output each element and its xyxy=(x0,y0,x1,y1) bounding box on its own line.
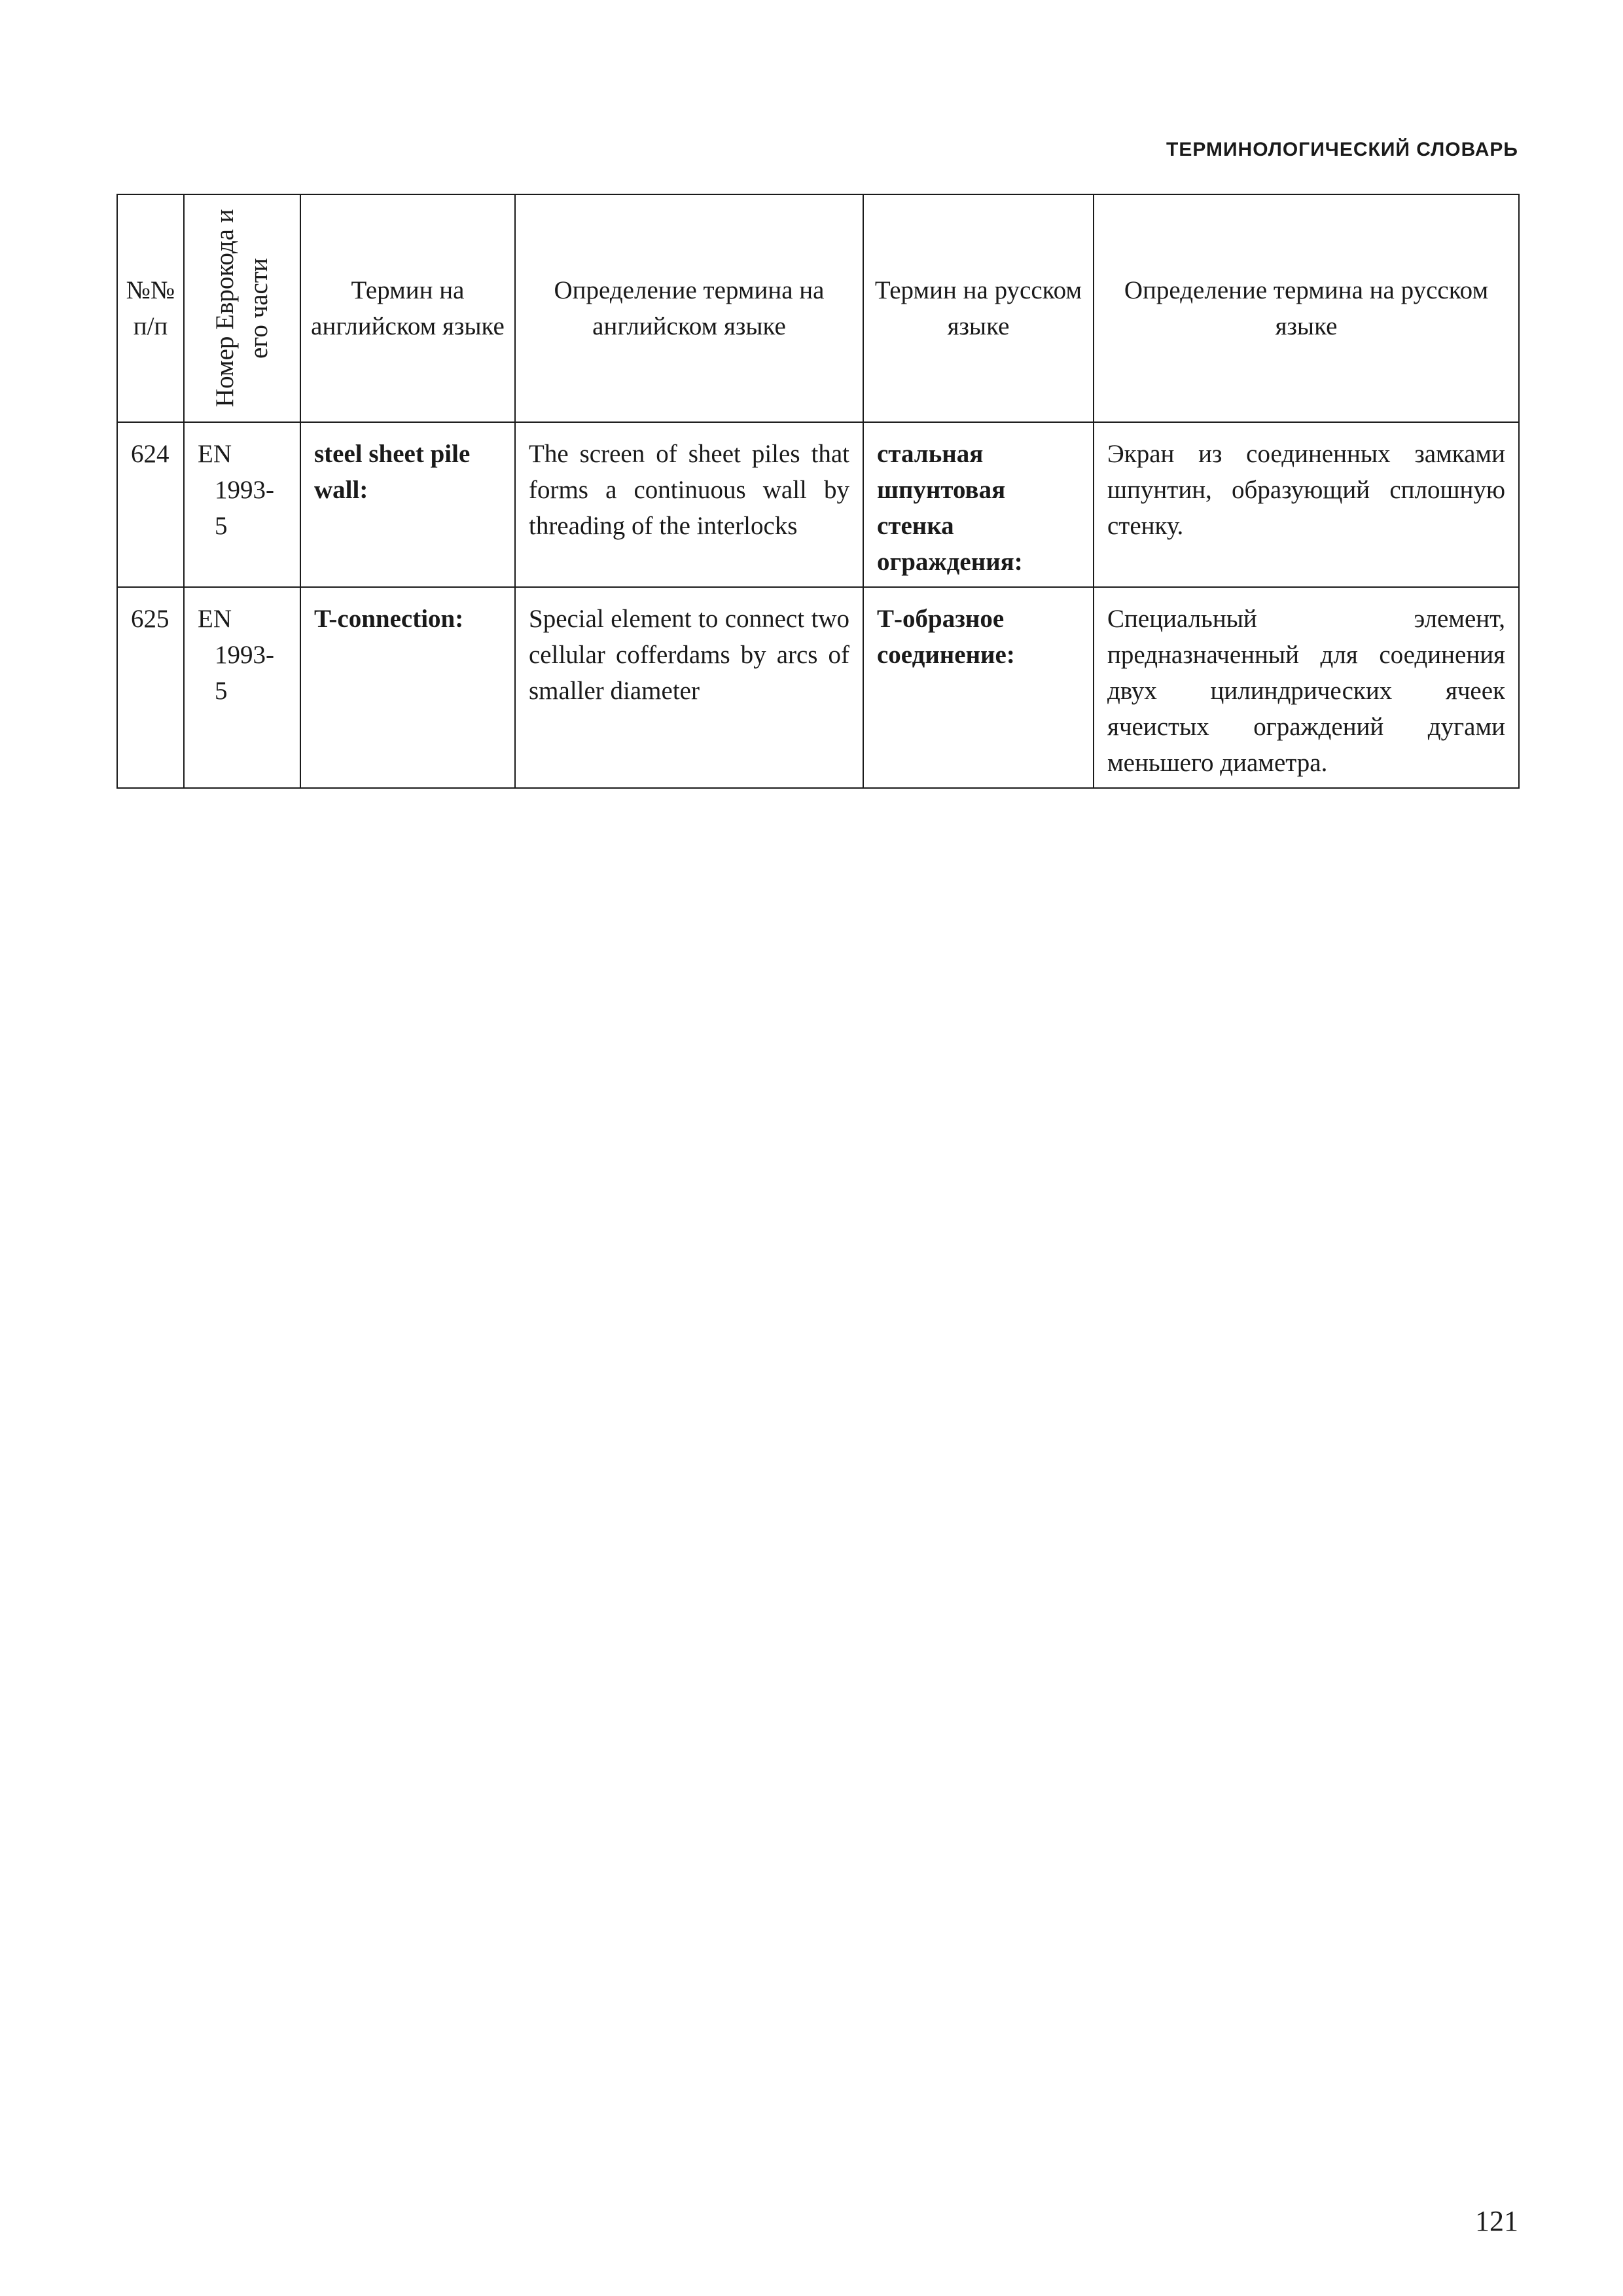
page-number: 121 xyxy=(1475,2205,1518,2237)
cell-en-def: Special element to connect two cellular cofferdams by arcs of smaller diameter xyxy=(515,587,863,788)
header-num: №№ п/п xyxy=(117,194,184,422)
cell-en-term: steel sheet pile wall: xyxy=(300,422,515,587)
header-en-term: Термин на английском языке xyxy=(300,194,515,422)
cell-en-term: T-connection: xyxy=(300,587,515,788)
header-ru-def: Определение термина на русском языке xyxy=(1094,194,1519,422)
table-row xyxy=(117,422,1519,587)
running-title: ТЕРМИНОЛОГИЧЕСКИЙ СЛОВАРЬ xyxy=(1166,139,1518,160)
cell-num: 625 xyxy=(117,587,184,788)
cell-eurocode: EN 1993-5 xyxy=(184,422,300,587)
cell-ru-term: Т-образное соединение: xyxy=(863,587,1094,788)
cell-ru-term: стальная шпунтовая стенка ограждения: xyxy=(863,422,1094,587)
cell-num: 624 xyxy=(117,422,184,587)
cell-ru-def: Экран из соединенных замками шпунтин, образующий сплошную стенку. xyxy=(1094,422,1519,587)
cell-en-def: The screen of sheet piles that forms a continuous wall by threading of the interlocks xyxy=(515,422,863,587)
table-row xyxy=(117,587,1519,788)
header-ru-term: Термин на русском языке xyxy=(863,194,1094,422)
header-eurocode: Номер Еврокода и его части xyxy=(184,194,300,422)
glossary-table xyxy=(116,194,1520,789)
cell-eurocode: EN 1993-5 xyxy=(184,587,300,788)
table-header-row xyxy=(117,194,1519,422)
header-en-def: Определение термина на английском языке xyxy=(515,194,863,422)
cell-ru-def: Специальный элемент, предназначенный для соединения двух цилиндрических ячеек ячеистых ограждений дугами меньшего диаметра. xyxy=(1094,587,1519,788)
